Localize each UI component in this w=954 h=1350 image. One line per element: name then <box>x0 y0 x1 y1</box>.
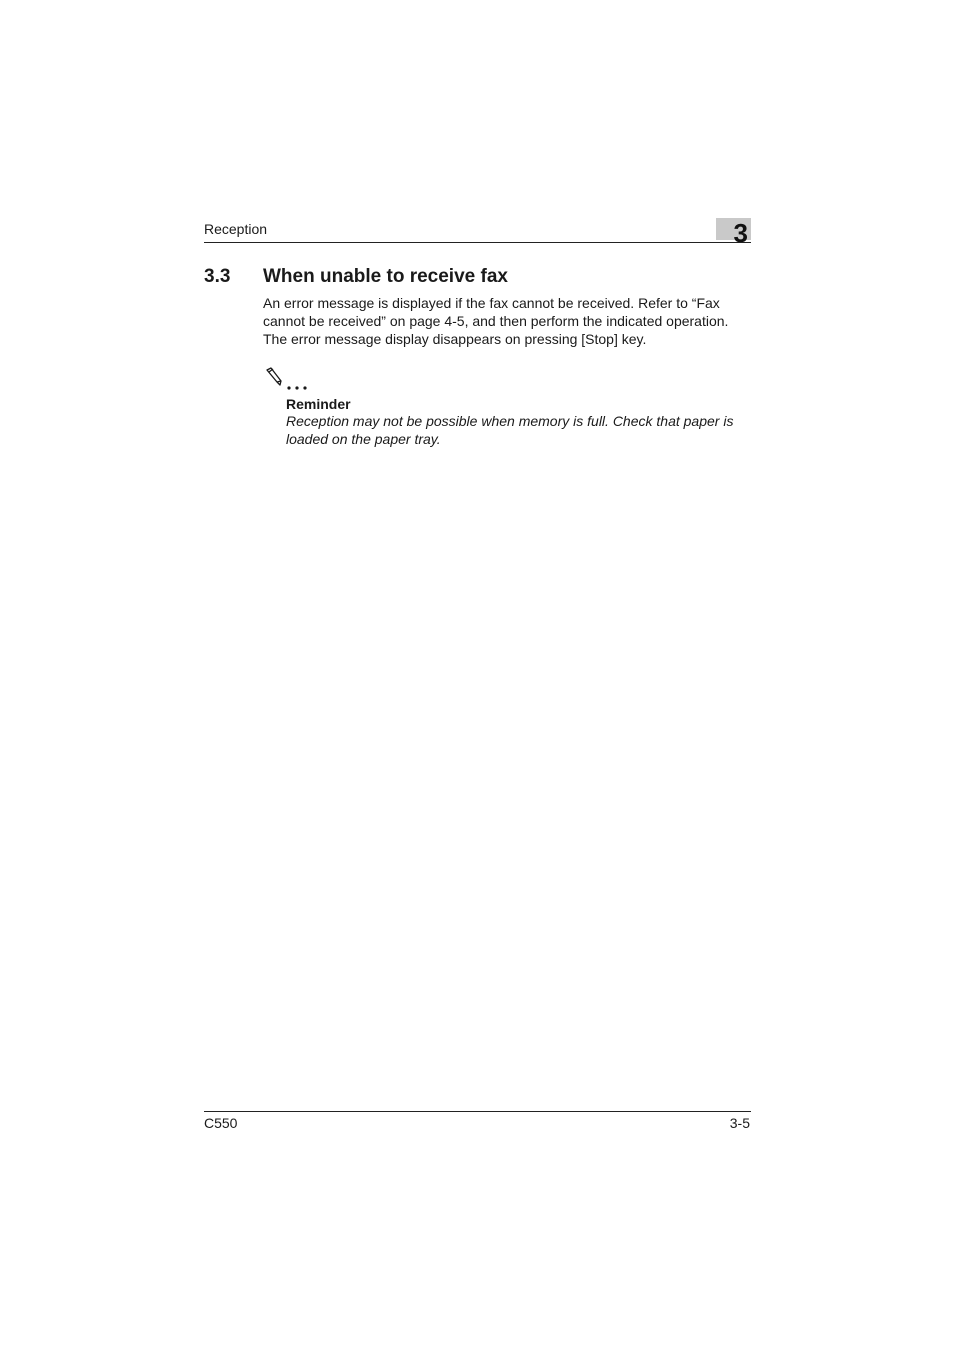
footer-model: C550 <box>204 1115 238 1131</box>
body-line: cannot be received” on page 4-5, and then perform the indicated operation. <box>263 313 729 329</box>
body-line: The error message display disappears on pressing [Stop] key. <box>263 331 647 347</box>
chapter-number: 3 <box>733 218 748 248</box>
reminder-text <box>286 412 756 448</box>
reminder-heading: Reminder <box>286 396 351 412</box>
footer-divider <box>204 1111 751 1112</box>
reminder-line: Reception may not be possible when memory is full. Check that paper is <box>286 413 734 429</box>
footer-page-number: 3-5 <box>729 1115 750 1131</box>
body-line: An error message is displayed if the fax cannot be received. Refer to “Fax <box>263 295 720 311</box>
chapter-tab <box>716 218 751 248</box>
pencil-note-icon <box>264 366 310 392</box>
section-body <box>263 294 753 348</box>
section-title: When unable to receive fax <box>263 266 508 287</box>
header-divider <box>204 242 751 243</box>
reminder-line: loaded on the paper tray. <box>286 431 441 447</box>
running-header-title: Reception <box>204 221 268 237</box>
section-number: 3.3 <box>204 266 231 287</box>
